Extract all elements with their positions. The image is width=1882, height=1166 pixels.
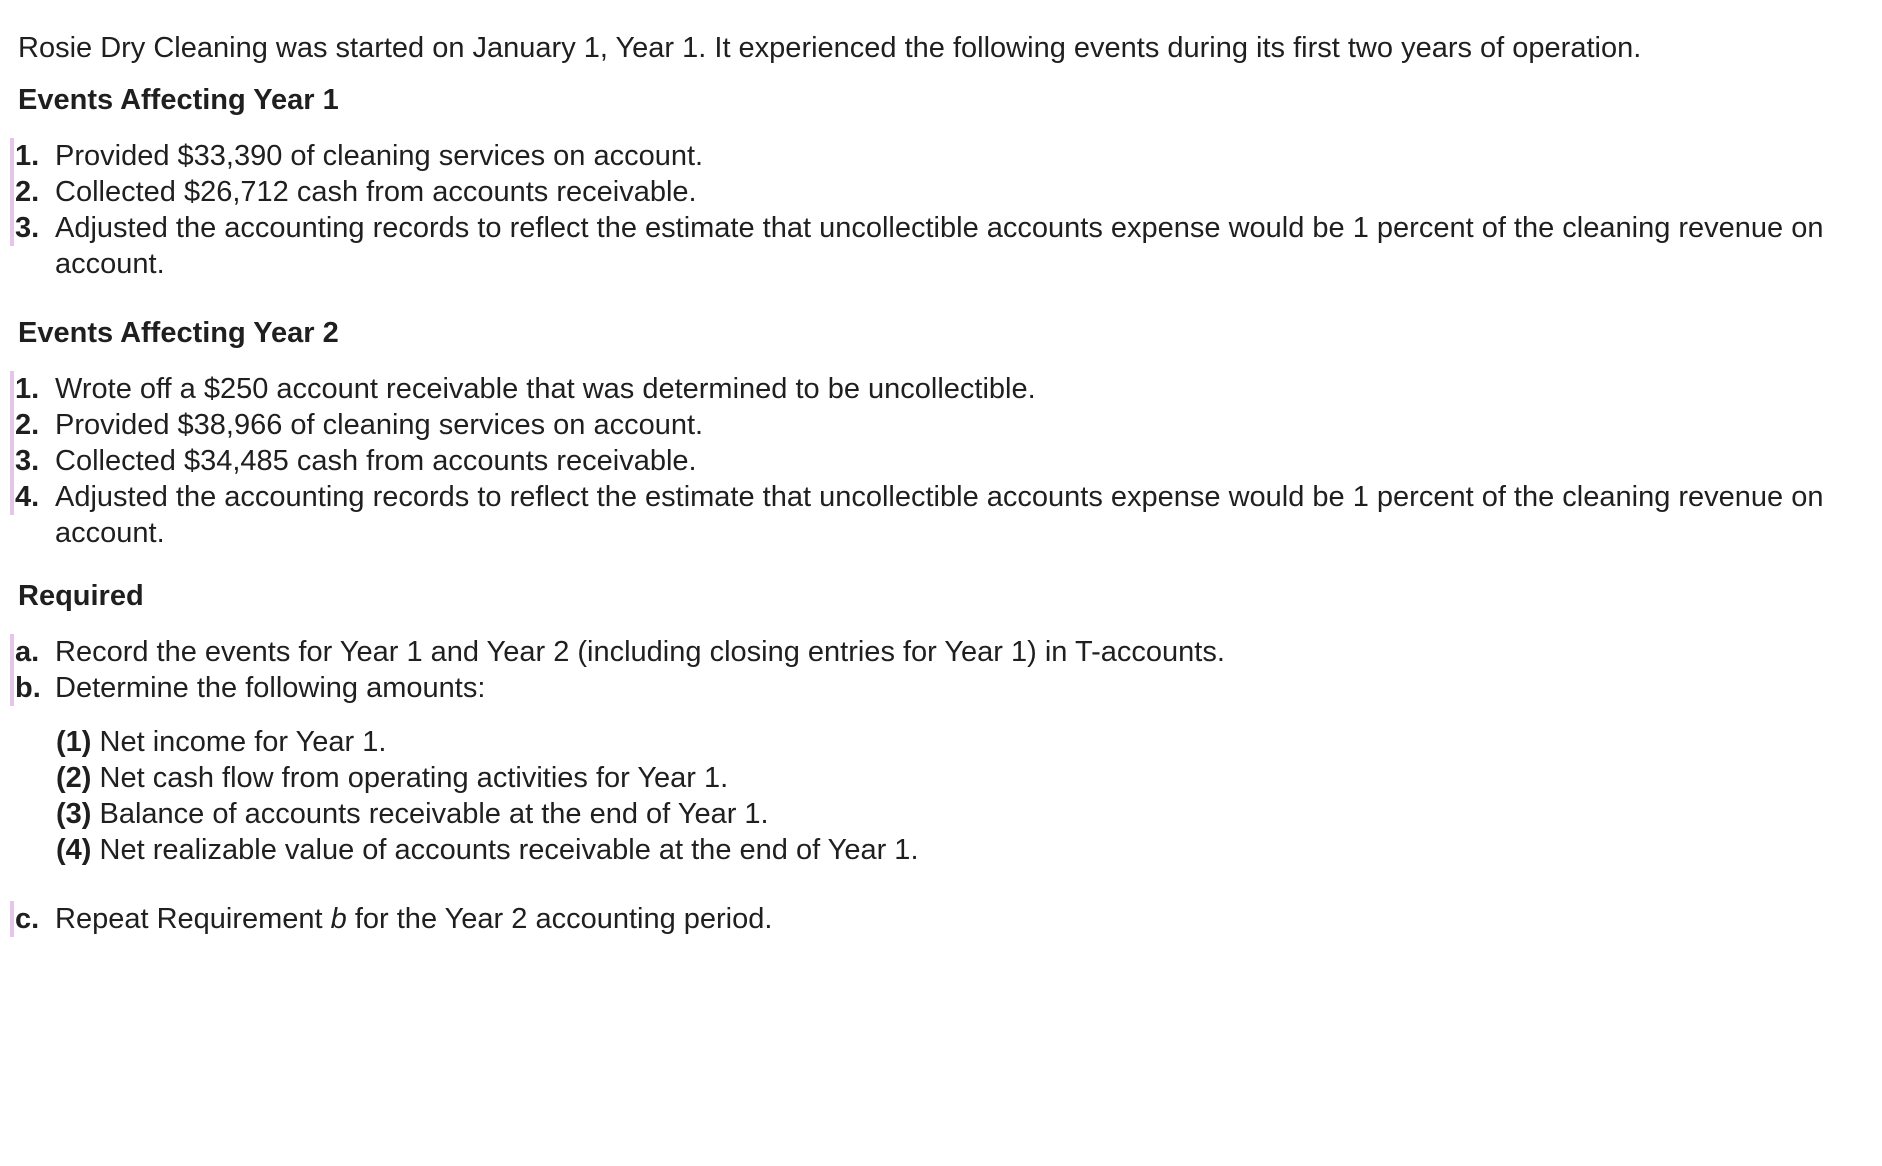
sub-item-number: (3) — [56, 798, 92, 830]
item-letter: a. — [10, 634, 39, 670]
requirement-c — [10, 901, 1870, 937]
sub-item-text: Net income for Year 1. — [99, 726, 387, 758]
year1-events-list — [10, 138, 1870, 282]
item-text: Record the events for Year 1 and Year 2 (including closing entries for Year 1) in T-accounts. — [55, 636, 1225, 668]
sub-item — [56, 832, 919, 868]
sub-item — [56, 796, 919, 832]
list-item — [10, 443, 1870, 479]
item-number: 2. — [10, 407, 39, 443]
item-text-italic: b — [330, 903, 347, 935]
item-text-before: Repeat Requirement — [55, 903, 331, 935]
item-number: 1. — [10, 371, 39, 407]
sub-item-text: Net cash flow from operating activities for Year 1. — [99, 762, 729, 794]
item-text: Adjusted the accounting records to reflect the estimate that uncollectible accounts expense would be 1 percent of the cleaning revenue on account. — [55, 212, 1824, 280]
year2-heading: Events Affecting Year 2 — [18, 317, 339, 349]
item-text: Adjusted the accounting records to reflect the estimate that uncollectible accounts expense would be 1 percent of the cleaning revenue on account. — [55, 481, 1824, 549]
item-number: 3. — [10, 443, 39, 479]
item-text: Collected $34,485 cash from accounts receivable. — [55, 445, 697, 477]
item-text: Provided $33,390 of cleaning services on account. — [55, 140, 704, 172]
requirement-b-sublist — [56, 724, 919, 868]
requirement-c-list — [10, 901, 1870, 937]
item-number: 2. — [10, 174, 39, 210]
item-number: 1. — [10, 138, 39, 174]
requirement-a — [10, 634, 1870, 670]
item-number: 3. — [10, 210, 39, 246]
item-text: Wrote off a $250 account receivable that was determined to be uncollectible. — [55, 373, 1036, 405]
sub-item-text: Balance of accounts receivable at the end of Year 1. — [99, 798, 769, 830]
required-heading: Required — [18, 580, 144, 612]
year2-events-list — [10, 371, 1870, 551]
sub-item — [56, 724, 919, 760]
required-list — [10, 634, 1870, 706]
requirement-b — [10, 670, 1870, 706]
item-letter: b. — [10, 670, 41, 706]
list-item — [10, 210, 1870, 282]
list-item — [10, 479, 1870, 551]
sub-item-number: (1) — [56, 726, 92, 758]
item-text: Determine the following amounts: — [55, 672, 486, 704]
sub-item-number: (4) — [56, 834, 92, 866]
item-text: Provided $38,966 of cleaning services on account. — [55, 409, 704, 441]
year1-heading: Events Affecting Year 1 — [18, 84, 339, 116]
sub-item-number: (2) — [56, 762, 92, 794]
list-item — [10, 371, 1870, 407]
item-text-after: for the Year 2 accounting period. — [346, 903, 773, 935]
sub-item — [56, 760, 919, 796]
list-item — [10, 174, 1870, 210]
item-letter: c. — [10, 901, 39, 937]
list-item — [10, 407, 1870, 443]
intro-paragraph: Rosie Dry Cleaning was started on January 1, Year 1. It experienced the following events during its first two years of operation. — [18, 32, 1642, 64]
sub-item-text: Net realizable value of accounts receivable at the end of Year 1. — [99, 834, 919, 866]
item-text: Collected $26,712 cash from accounts receivable. — [55, 176, 697, 208]
list-item — [10, 138, 1870, 174]
item-number: 4. — [10, 479, 39, 515]
